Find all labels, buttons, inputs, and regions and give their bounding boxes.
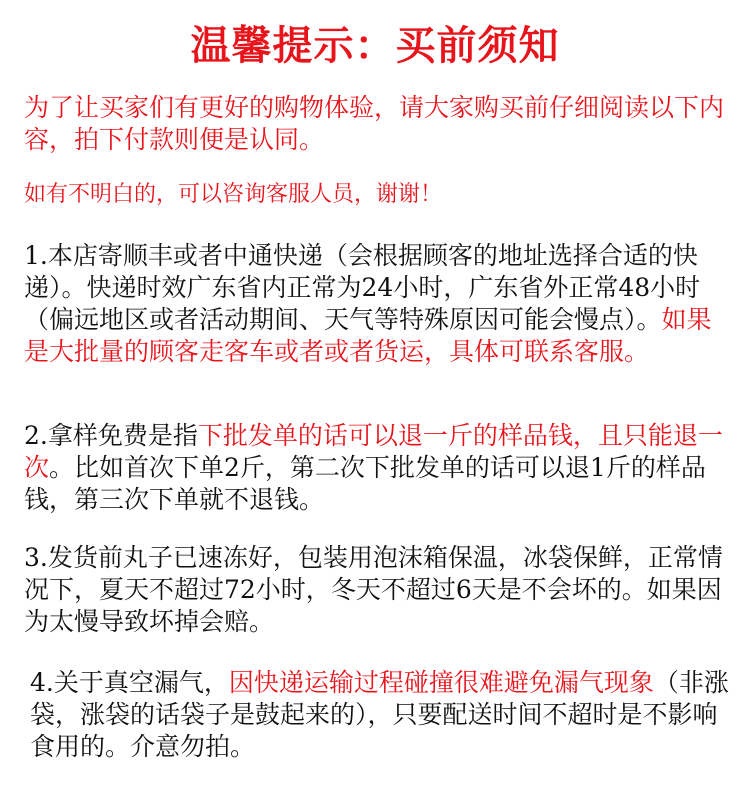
notice-item-shipping <box>24 240 732 368</box>
shipping-text: 1.本店寄顺丰或者中通快递（会根据顾客的地址选择合适的快递）。快递时效广东省内正常为24小时，广东省外正常48小时（偏远地区或者活动期间、天气等特殊原因可能会慢点）。 <box>24 241 701 334</box>
freshness-text: 3.发货前丸子已速冻好，包装用泡沫箱保温，冰袋保鲜，正常情况下，夏天不超过72小时，冬天不超过6天是不会坏的。如果因为太慢导致坏掉会赔。 <box>24 543 723 636</box>
intro-notice: 为了让买家们有更好的购物体验，请大家购买前仔细阅读以下内容，拍下付款则便是认同。 <box>24 93 725 154</box>
notice-item-sample <box>24 420 732 516</box>
sample-refund-highlight: 下批发单的话可以退一斤的样品钱，且只能退一次 <box>24 421 723 482</box>
vacuum-text-tail: （非涨袋，涨袋的话袋子是鼓起来的），只要配送时间不超时是不影响食用的。介意勿拍。 <box>30 668 729 761</box>
shipping-bulk-highlight: 如果是大批量的顾客走客车或者或者货运，具体可联系客服。 <box>24 305 712 366</box>
contact-support-note: 如有不明白的，可以咨询客服人员，谢谢！ <box>24 182 443 207</box>
page-title: 温馨提示：买前须知 <box>190 23 560 69</box>
sample-text-tail: 。比如首次下单2斤，第二次下批发单的话可以退1斤的样品钱，第三次下单就不退钱。 <box>24 453 706 514</box>
notice-item-vacuum <box>30 667 730 763</box>
notice-item-freshness <box>24 542 732 638</box>
vacuum-leak-highlight: 因快递运输过程碰撞很难避免漏气现象 <box>228 668 654 697</box>
sample-text-lead: 2.拿样免费是指 <box>24 421 198 450</box>
vacuum-text-lead: 4.关于真空漏气， <box>30 668 229 697</box>
